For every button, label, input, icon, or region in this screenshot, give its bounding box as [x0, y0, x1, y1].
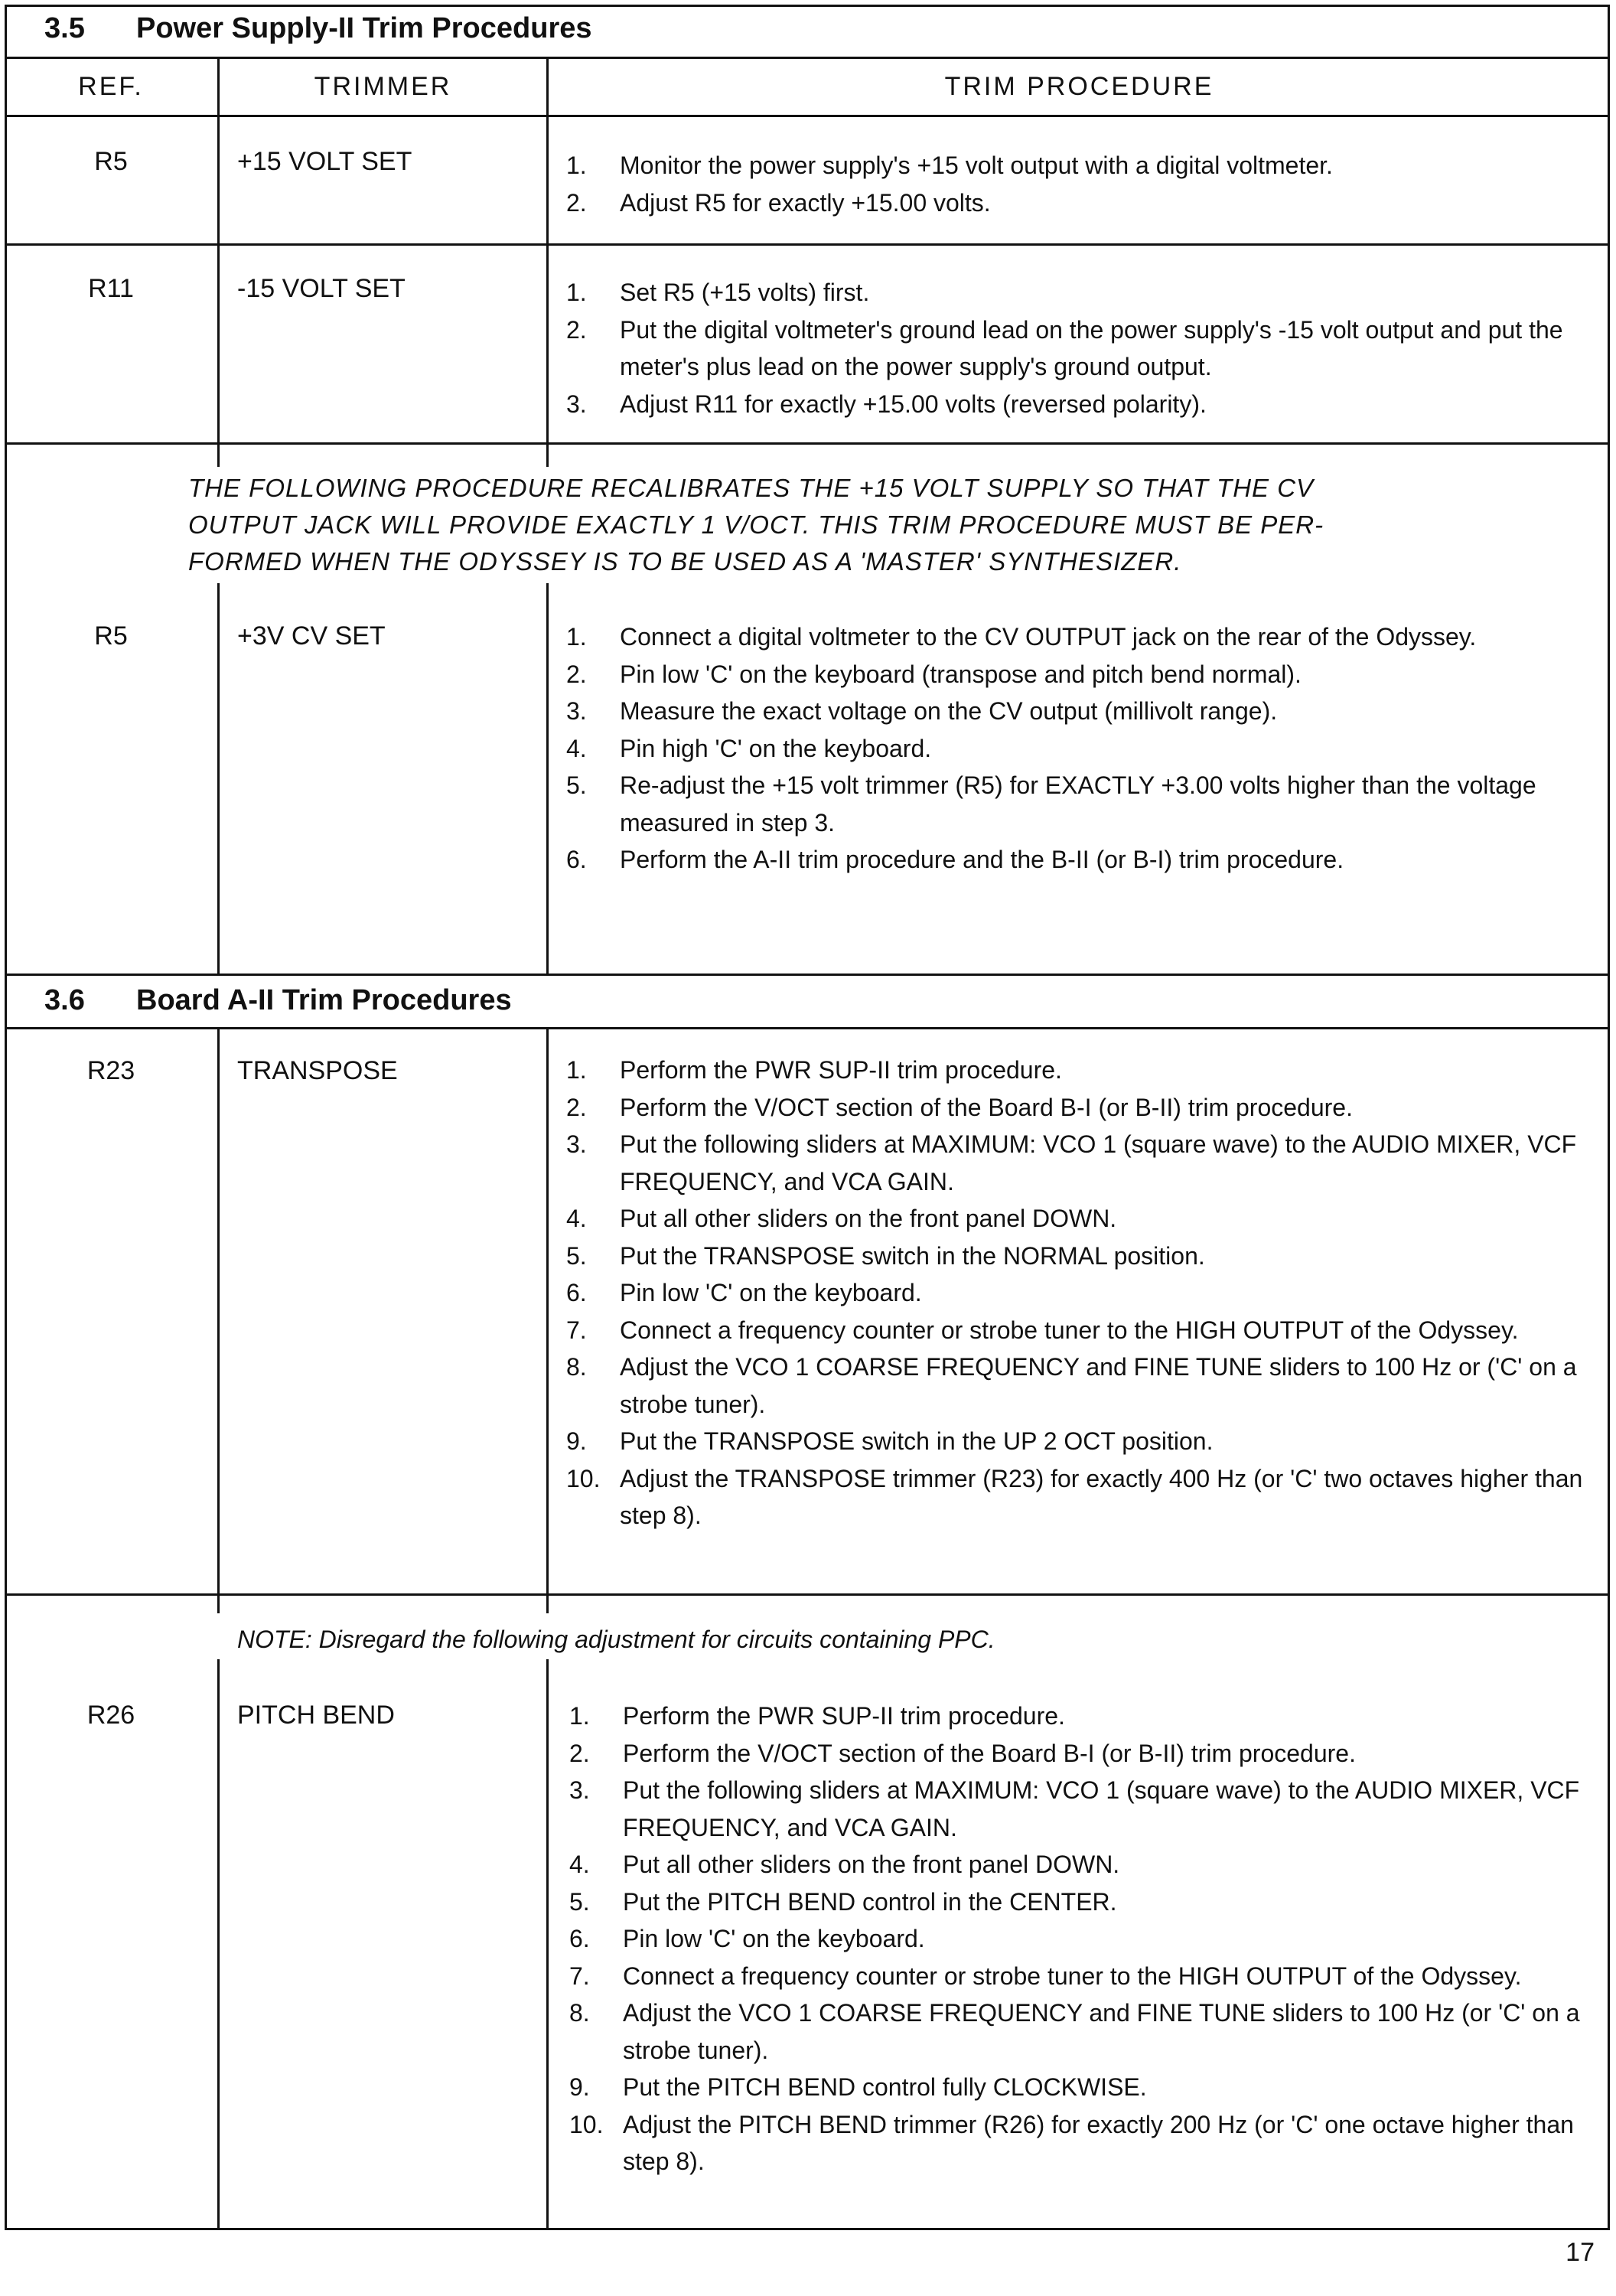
ref-cell: R5	[94, 147, 128, 176]
column-header-ref: REF.	[78, 72, 144, 101]
step-number: 6.	[569, 1925, 590, 1952]
trimmer-cell: PITCH BEND	[237, 1701, 395, 1730]
step-text: Connect a frequency counter or strobe tuner to the HIGH OUTPUT of the Odyssey.	[623, 1962, 1522, 1990]
col-separator-1	[217, 1659, 220, 2229]
step-text: Put all other sliders on the front panel DOWN.	[623, 1851, 1120, 1878]
trimmer-cell: +3V CV SET	[237, 621, 386, 651]
trimmer-cell: +15 VOLT SET	[237, 147, 412, 176]
procedure-steps	[569, 1698, 1616, 2180]
step-number: 1.	[566, 1056, 587, 1084]
step-text: Pin low 'C' on the keyboard (transpose and pitch bend normal).	[620, 660, 1302, 688]
procedure-step	[566, 1052, 1614, 1089]
col-separator-1	[217, 1029, 220, 1595]
section-number: 3.6	[44, 984, 85, 1016]
procedure-step	[566, 1349, 1614, 1423]
step-text: Adjust the PITCH BEND trimmer (R26) for exactly 200 Hz (or 'C' one octave higher than step 8).	[623, 2110, 1574, 2175]
step-number: 8.	[566, 1353, 587, 1381]
section-number: 3.5	[44, 12, 85, 44]
note-line: FORMED WHEN THE ODYSSEY IS TO BE USED AS A 'MASTER' SYNTHESIZER.	[188, 547, 1182, 576]
procedure-step	[569, 1920, 1616, 1958]
step-number: 10.	[569, 2110, 604, 2138]
step-text: Perform the PWR SUP-II trim procedure.	[620, 1056, 1062, 1084]
step-text: Put the following sliders at MAXIMUM: VCO 1 (square wave) to the AUDIO MIXER, VCF FREQUENCY, and VCA GAIN.	[623, 1776, 1580, 1841]
step-number: 6.	[566, 1279, 587, 1306]
step-number: 2.	[566, 660, 587, 688]
procedure-step	[569, 1994, 1616, 2069]
page-number: 17	[1566, 2238, 1595, 2267]
step-number: 4.	[566, 1205, 587, 1232]
section-title-text: Board A-II Trim Procedures	[136, 984, 512, 1016]
procedure-step	[566, 386, 1614, 423]
step-number: 5.	[569, 1887, 590, 1916]
procedure-step	[566, 311, 1614, 386]
procedure-steps	[566, 1052, 1614, 1534]
col-separator-1	[217, 57, 220, 444]
step-text: Set R5 (+15 volts) first.	[620, 279, 870, 306]
column-header-procedure: TRIM PROCEDURE	[944, 72, 1214, 101]
step-number: 1.	[566, 623, 587, 651]
step-text: Perform the V/OCT section of the Board B-I (or B-II) trim procedure.	[620, 1093, 1353, 1121]
step-number: 4.	[566, 734, 587, 762]
step-text: Re-adjust the +15 volt trimmer (R5) for EXACTLY +3.00 volts higher than the voltage measured in step 3.	[620, 771, 1536, 837]
step-number: 1.	[569, 1702, 590, 1730]
step-text: Put the following sliders at MAXIMUM: VCO 1 (square wave) to the AUDIO MIXER, VCF FREQUENCY, and VCA GAIN.	[620, 1130, 1577, 1195]
procedure-step	[566, 618, 1614, 656]
note-line: THE FOLLOWING PROCEDURE RECALIBRATES THE +15 VOLT SUPPLY SO THAT THE CV	[188, 474, 1315, 502]
procedure-step	[566, 147, 1614, 184]
step-number: 7.	[566, 1316, 587, 1344]
procedure-step	[569, 1772, 1616, 1846]
col-separator-2	[546, 1659, 549, 2229]
procedure-step	[566, 841, 1614, 879]
step-text: Pin low 'C' on the keyboard.	[623, 1925, 925, 1952]
step-number: 3.	[566, 390, 587, 418]
step-text: Monitor the power supply's +15 volt output with a digital voltmeter.	[620, 152, 1333, 179]
col-separator-1	[217, 1595, 220, 1613]
step-number: 2.	[566, 315, 587, 344]
procedure-steps	[566, 274, 1614, 422]
rule-before-section-36	[5, 974, 1610, 976]
procedure-steps	[566, 147, 1614, 221]
procedure-step	[566, 1460, 1614, 1534]
ref-cell: R23	[86, 1056, 135, 1085]
ref-cell: R26	[86, 1701, 135, 1730]
step-text: Adjust R5 for exactly +15.00 volts.	[620, 188, 991, 217]
step-number: 1.	[566, 279, 587, 306]
step-number: 6.	[566, 846, 587, 873]
step-number: 3.	[566, 697, 587, 725]
procedure-step	[566, 1089, 1614, 1127]
section-35-title	[5, 12, 592, 45]
step-number: 9.	[569, 2073, 590, 2101]
step-text: Put all other sliders on the front panel DOWN.	[620, 1205, 1117, 1232]
step-text: Perform the A-II trim procedure and the B-II (or B-I) trim procedure.	[620, 846, 1344, 873]
ref-cell: R5	[94, 621, 128, 651]
procedure-step	[566, 274, 1614, 311]
procedure-step	[569, 1735, 1616, 1773]
col-separator-2	[546, 583, 549, 975]
rule-after-r5	[5, 243, 1610, 246]
procedure-step	[566, 1423, 1614, 1460]
procedure-step	[566, 1238, 1614, 1275]
step-number: 9.	[566, 1427, 587, 1455]
procedure-step	[566, 1312, 1614, 1349]
procedure-step	[566, 730, 1614, 768]
section-title-text: Power Supply-II Trim Procedures	[136, 12, 592, 44]
step-text: Measure the exact voltage on the CV output (millivolt range).	[620, 697, 1278, 725]
procedure-step	[566, 184, 1614, 222]
procedure-step	[569, 2069, 1616, 2106]
section-36-title	[5, 984, 512, 1017]
step-number: 4.	[569, 1851, 590, 1878]
step-number: 5.	[566, 1241, 587, 1270]
procedure-step	[566, 693, 1614, 730]
procedure-step	[566, 1126, 1614, 1200]
ppc-note: NOTE: Disregard the following adjustment for circuits containing PPC.	[237, 1626, 995, 1653]
rule-after-section-36	[5, 1027, 1610, 1029]
col-separator-2	[546, 444, 549, 467]
step-text: Put the PITCH BEND control in the CENTER.	[623, 1887, 1117, 1916]
col-separator-2	[546, 1595, 549, 1613]
col-separator-2	[546, 57, 549, 444]
step-number: 2.	[566, 1093, 587, 1121]
procedure-step	[569, 1846, 1616, 1883]
trimmer-cell: TRANSPOSE	[237, 1056, 398, 1085]
trimmer-cell: -15 VOLT SET	[237, 274, 406, 303]
rule-under-section-title	[5, 57, 1610, 59]
ref-cell: R11	[88, 274, 134, 303]
step-number: 1.	[566, 152, 587, 179]
step-text: Adjust the VCO 1 COARSE FREQUENCY and FINE TUNE sliders to 100 Hz or ('C' on a strobe tuner).	[620, 1353, 1577, 1418]
col-separator-1	[217, 444, 220, 467]
step-number: 2.	[566, 188, 587, 217]
rule-under-column-header	[5, 115, 1610, 117]
procedure-step	[569, 1698, 1616, 1735]
cv-calibration-note	[188, 470, 1324, 580]
procedure-steps	[566, 618, 1614, 879]
step-text: Adjust R11 for exactly +15.00 volts (reversed polarity).	[620, 390, 1207, 418]
step-text: Perform the V/OCT section of the Board B-I (or B-II) trim procedure.	[623, 1739, 1356, 1767]
procedure-step	[569, 1883, 1616, 1921]
step-number: 3.	[566, 1130, 587, 1158]
step-text: Adjust the VCO 1 COARSE FREQUENCY and FINE TUNE sliders to 100 Hz (or 'C' on a strobe tuner).	[623, 1999, 1580, 2064]
step-text: Adjust the TRANSPOSE trimmer (R23) for exactly 400 Hz (or 'C' two octaves higher than step 8).	[620, 1464, 1583, 1529]
step-text: Pin high 'C' on the keyboard.	[620, 734, 932, 762]
rule-after-r11	[5, 442, 1610, 445]
rule-after-transpose	[5, 1593, 1610, 1596]
procedure-step	[566, 656, 1614, 693]
step-text: Put the TRANSPOSE switch in the UP 2 OCT position.	[620, 1427, 1214, 1455]
step-number: 2.	[569, 1739, 590, 1767]
step-number: 8.	[569, 1999, 590, 2027]
column-header-trimmer: TRIMMER	[314, 72, 452, 101]
col-separator-2	[546, 1029, 549, 1595]
procedure-step	[566, 767, 1614, 841]
step-number: 10.	[566, 1464, 601, 1492]
step-number: 7.	[569, 1962, 590, 1990]
step-text: Put the digital voltmeter's ground lead on the power supply's -15 volt output and put the meter's plus lead on the power supply's ground output.	[620, 315, 1563, 380]
step-text: Connect a frequency counter or strobe tuner to the HIGH OUTPUT of the Odyssey.	[620, 1316, 1519, 1344]
step-number: 5.	[566, 771, 587, 799]
step-text: Put the TRANSPOSE switch in the NORMAL position.	[620, 1241, 1205, 1270]
procedure-step	[566, 1200, 1614, 1238]
procedure-step	[569, 1958, 1616, 1995]
step-text: Perform the PWR SUP-II trim procedure.	[623, 1702, 1065, 1730]
step-number: 3.	[569, 1776, 590, 1804]
step-text: Connect a digital voltmeter to the CV OUTPUT jack on the rear of the Odyssey.	[620, 623, 1477, 651]
note-line: OUTPUT JACK WILL PROVIDE EXACTLY 1 V/OCT. THIS TRIM PROCEDURE MUST BE PER-	[188, 510, 1324, 539]
step-text: Pin low 'C' on the keyboard.	[620, 1279, 922, 1306]
step-text: Put the PITCH BEND control fully CLOCKWISE.	[623, 2073, 1147, 2101]
procedure-step	[569, 2106, 1616, 2180]
col-separator-1	[217, 583, 220, 975]
procedure-step	[566, 1274, 1614, 1312]
